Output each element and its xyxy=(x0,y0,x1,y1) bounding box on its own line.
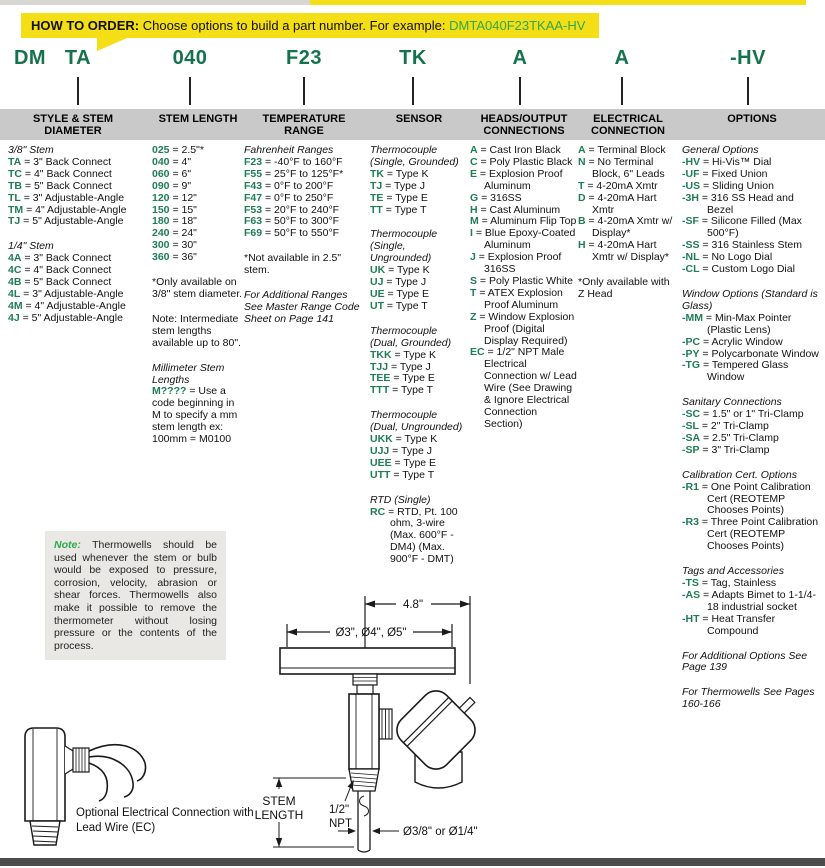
option-tee: TEE = Type E xyxy=(370,372,435,385)
part-code-tk: TK xyxy=(399,47,427,69)
dial-case xyxy=(280,648,455,674)
option-code: -MM xyxy=(682,311,703,324)
npt-label: 1/2" xyxy=(329,804,350,816)
option-code: -3H xyxy=(682,191,699,204)
option-code: UT xyxy=(370,299,384,312)
option-g: G = 316SS xyxy=(470,191,522,204)
connector-line xyxy=(621,77,623,105)
option-code: TM xyxy=(8,203,24,216)
option-4c: 4C = 4" Back Connect xyxy=(8,264,112,277)
option-f53: F53 = 20°F to 240°F xyxy=(244,203,340,216)
option-code: 150 xyxy=(152,203,170,216)
option-tt: TT = Type T xyxy=(370,203,427,216)
connector-line xyxy=(303,77,305,105)
option-code: -SA xyxy=(682,431,701,444)
note-label: Note: xyxy=(54,539,81,551)
option-code: UEE xyxy=(370,456,392,469)
stem-diameter-label: Ø3/8" or Ø1/4" xyxy=(403,826,478,838)
option-cl: -CL = Custom Logo Dial xyxy=(682,263,795,276)
option-code: 090 xyxy=(152,179,170,192)
option-tjj: TJJ = Type J xyxy=(370,360,431,373)
stem-length-label: STEM xyxy=(262,794,296,808)
part-code-a: A xyxy=(512,47,528,69)
top-strip-gray xyxy=(0,0,310,5)
option-code: F55 xyxy=(244,167,263,180)
option-code: F47 xyxy=(244,191,263,204)
option-f55: F55 = 25°F to 125°F* xyxy=(244,167,344,180)
option-code: M???? xyxy=(152,385,187,398)
option-m????: M???? = Use a code beginning in M to specify a mm stem length ex: 100mm = M0100 xyxy=(152,385,238,446)
group-heading: Sanitary Connections xyxy=(682,396,782,409)
option-f63: F63 = 50°F to 300°F xyxy=(244,215,340,228)
option-sa: -SA = 2.5" Tri-Clamp xyxy=(682,431,779,444)
option-tc: TC = 4" Back Connect xyxy=(8,167,112,180)
lead-wires xyxy=(89,745,146,801)
column-temperature-range xyxy=(244,145,364,326)
option-tl: TL = 3" Adjustable-Angle xyxy=(8,191,125,204)
option-code: 360 xyxy=(152,251,170,264)
option-b: B = 4-20mA Xmtr w/ Display* xyxy=(578,215,673,240)
option-code: TK xyxy=(370,167,384,180)
option-code: UK xyxy=(370,264,386,277)
option-code: A xyxy=(470,144,478,156)
option-te: TE = Type E xyxy=(370,191,428,204)
option-code: TL xyxy=(8,191,21,204)
option-z: Z = Window Explosion Proof (Digital Display Required) xyxy=(470,310,575,347)
option-code: N xyxy=(578,155,586,168)
option-utt: UTT = Type T xyxy=(370,468,435,481)
connector-line xyxy=(412,77,414,105)
option-code: I xyxy=(470,227,473,240)
option-code: E xyxy=(470,167,478,180)
option-code: UTT xyxy=(370,468,391,481)
option-code: TJ xyxy=(370,179,383,192)
option-040: 040 = 4" xyxy=(152,155,192,168)
option-code: 040 xyxy=(152,155,170,168)
option-code: -AS xyxy=(682,588,701,601)
option-120: 120 = 12" xyxy=(152,191,197,204)
column-options xyxy=(682,145,822,711)
option-ue: UE = Type E xyxy=(370,287,430,300)
option-300: 300 = 30" xyxy=(152,239,197,252)
option-090: 090 = 9" xyxy=(152,179,192,192)
option-tkk: TKK = Type K xyxy=(370,348,437,361)
option-code: -PY xyxy=(682,347,700,360)
option-code: -TS xyxy=(682,577,699,589)
thermometer-dimension-diagram xyxy=(250,582,535,859)
option-code: -UF xyxy=(682,167,700,180)
option-tj: TJ = Type J xyxy=(370,179,425,192)
option-code: TE xyxy=(370,191,384,204)
option-code: -SP xyxy=(682,443,700,456)
column-header-temperature-range: TEMPERATURE RANGE xyxy=(262,113,346,137)
group-heading: 1/4" Stem xyxy=(8,240,54,253)
option-code: 060 xyxy=(152,167,170,180)
group-heading: Thermocouple (Single, Grounded) xyxy=(370,144,459,168)
npt-label-2: NPT xyxy=(329,818,352,830)
option-4b: 4B = 5" Back Connect xyxy=(8,276,112,289)
column-stem-length xyxy=(152,145,244,446)
option-ss: -SS = 316 Stainless Stem xyxy=(682,239,802,252)
option-uee: UEE = Type E xyxy=(370,456,437,469)
option-ht: -HT = Heat Transfer Compound xyxy=(682,612,776,637)
note-text: *Only available on 3/8" stem diameter. xyxy=(152,276,243,300)
column-header-stem-length: STEM LENGTH xyxy=(158,113,238,125)
banner-text: Choose options to build a part number. For example: xyxy=(142,18,446,33)
group-heading: Thermocouple (Dual, Ungrounded) xyxy=(370,409,463,434)
option-code: T xyxy=(578,179,585,192)
option-uf: -UF = Fixed Union xyxy=(682,167,768,180)
option-code: J xyxy=(470,251,476,264)
option-code: 120 xyxy=(152,191,170,204)
option-code: -TG xyxy=(682,359,701,372)
option-code: H xyxy=(578,239,586,252)
option-code: -SC xyxy=(682,408,701,421)
option-tm: TM = 4" Adjustable-Angle xyxy=(8,203,127,216)
option-code: -SS xyxy=(682,239,700,252)
column-header-heads-output-connections: HEADS/OUTPUT CONNECTIONS xyxy=(480,113,568,137)
option-360: 360 = 36" xyxy=(152,251,197,264)
option-code: EC xyxy=(470,346,485,359)
group-heading: RTD (Single) xyxy=(370,493,431,506)
option-code: -NL xyxy=(682,251,700,264)
option-240: 240 = 24" xyxy=(152,227,197,240)
note-text: Note: Intermediate stem lengths available up to 80". xyxy=(152,312,241,349)
option-code: -HT xyxy=(682,612,700,625)
npt-threads xyxy=(349,769,379,791)
option-code: 180 xyxy=(152,215,170,228)
option-code: -SF xyxy=(682,215,699,228)
note-text: For Additional Options See Page 139 xyxy=(682,649,808,674)
part-code-dm: DM xyxy=(13,47,47,69)
option-py: -PY = Polycarbonate Window xyxy=(682,347,819,360)
option-code: TJ xyxy=(8,215,21,228)
option-3h: -3H = 316 SS Head and Bezel xyxy=(682,191,794,216)
option-h: H = 4-20mA Hart Xmtr w/ Display* xyxy=(578,239,670,264)
option-uj: UJ = Type J xyxy=(370,276,427,289)
option-code: -HV xyxy=(682,155,701,168)
option-4a: 4A = 3" Back Connect xyxy=(8,252,112,265)
option-uk: UK = Type K xyxy=(370,264,430,277)
group-heading: Fahrenheit Ranges xyxy=(244,144,334,156)
option-rc: RC = RTD, Pt. 100 ohm, 3-wire (Max. 600°F - DM4) (Max. 900°F - DMT) xyxy=(370,505,458,566)
option-code: UJ xyxy=(370,276,384,289)
option-j: J = Explosion Proof 316SS xyxy=(470,251,562,276)
part-code-f23: F23 xyxy=(286,47,322,69)
group-heading: Calibration Cert. Options xyxy=(682,468,797,481)
option-r3: -R3 = Three Point Calibration Cert (REOTEMP Chooses Points) xyxy=(682,516,819,553)
option-code: F23 xyxy=(244,155,263,168)
option-code: TT xyxy=(370,203,383,216)
option-ujj: UJJ = Type J xyxy=(370,444,432,457)
option-m: M = Aluminum Flip Top xyxy=(470,215,577,228)
option-hv: -HV = Hi-Vis™ Dial xyxy=(682,155,772,168)
option-code: 025 xyxy=(152,144,170,156)
group-heading: Tags and Accessories xyxy=(682,565,784,578)
option-nl: -NL = No Logo Dial xyxy=(682,251,773,264)
banner-example-part-number: DMTA040F23TKAA-HV xyxy=(449,18,586,33)
option-code: -R3 xyxy=(682,516,699,529)
option-i: I = Blue Epoxy-Coated Aluminum xyxy=(470,227,576,252)
option-t: T = 4-20mA Xmtr xyxy=(578,179,658,192)
option-f47: F47 = 0°F to 250°F xyxy=(244,191,334,204)
part-code-a: A xyxy=(614,47,630,69)
option-code: 4A xyxy=(8,252,22,265)
how-to-order-banner xyxy=(21,13,599,38)
option-sf: -SF = Silicone Filled (Max 500°F) xyxy=(682,215,802,240)
option-ukk: UKK = Type K xyxy=(370,433,438,446)
option-code: UKK xyxy=(370,433,393,446)
option-ttt: TTT = Type T xyxy=(370,384,433,397)
option-code: Z xyxy=(470,310,477,323)
option-code: F53 xyxy=(244,203,263,216)
connector-line xyxy=(77,77,79,105)
connector-line xyxy=(189,77,191,105)
column-header-options: OPTIONS xyxy=(727,113,777,125)
part-code-ta: TA xyxy=(64,47,92,69)
option-code: TJJ xyxy=(370,360,389,373)
connector-line xyxy=(519,77,521,105)
ec-caption: Optional Electrical Connection with Lead Wire (EC) xyxy=(76,807,254,834)
option-4l: 4L = 3" Adjustable-Angle xyxy=(8,287,124,300)
option-us: -US = Sliding Union xyxy=(682,179,774,192)
column-heads-output-connections xyxy=(470,145,578,431)
option-code: TTT xyxy=(370,384,390,397)
option-c: C = Poly Plastic Black xyxy=(470,155,573,168)
note-text: *Not available in 2.5" stem. xyxy=(244,252,342,277)
option-code: F63 xyxy=(244,215,263,228)
column-sensor xyxy=(370,145,468,566)
option-code: -CL xyxy=(682,263,700,276)
group-heading: Window Options (Standard is Glass) xyxy=(682,287,818,312)
option-code: T xyxy=(470,286,477,299)
option-code: TKK xyxy=(370,348,392,361)
option-ta: TA = 3" Back Connect xyxy=(8,155,112,168)
part-code-hv: -HV xyxy=(730,47,766,69)
option-code: H xyxy=(470,203,478,216)
option-code: S xyxy=(470,274,478,287)
option-code: A xyxy=(578,144,586,156)
option-e: E = Explosion Proof Aluminum xyxy=(470,167,563,192)
option-180: 180 = 18" xyxy=(152,215,197,228)
column-electrical-connection xyxy=(578,145,678,301)
option-code: -US xyxy=(682,179,701,192)
option-code: RC xyxy=(370,505,386,518)
note-text: *Only available with Z Head xyxy=(578,276,670,300)
part-code-040: 040 xyxy=(172,47,208,69)
group-heading: General Options xyxy=(682,144,759,156)
option-ut: UT = Type T xyxy=(370,299,428,312)
option-code: 300 xyxy=(152,239,170,252)
hex-body xyxy=(349,694,379,769)
option-r1: -R1 = One Point Calibration Cert (REOTEMP Chooses Points) xyxy=(682,480,811,517)
option-t: T = ATEX Explosion Proof Aluminum xyxy=(470,286,563,311)
option-code: F69 xyxy=(244,227,263,240)
option-code: G xyxy=(470,191,479,204)
option-ec: EC = 1/2" NPT Male Electrical Connection w/ Lead Wire (See Drawing & Ignore Electrical Connection Section) xyxy=(470,346,577,430)
option-tk: TK = Type K xyxy=(370,167,429,180)
column-header-sensor: SENSOR xyxy=(395,113,443,125)
option-pc: -PC = Acrylic Window xyxy=(682,335,783,348)
option-code: C xyxy=(470,155,478,168)
stem xyxy=(358,791,370,852)
option-code: -PC xyxy=(682,335,701,348)
option-code: TEE xyxy=(370,372,391,385)
overall-depth-dimension: 4.8" xyxy=(402,599,424,611)
option-4m: 4M = 4" Adjustable-Angle xyxy=(8,299,126,312)
option-code: 4C xyxy=(8,264,22,277)
option-a: A = Terminal Block xyxy=(578,144,666,156)
group-heading: Millimeter Stem Lengths xyxy=(152,361,225,386)
option-h: H = Cast Aluminum xyxy=(470,203,561,216)
column-style-stem-diameter xyxy=(8,145,138,325)
option-d: D = 4-20mA Hart Xmtr xyxy=(578,191,657,216)
option-f69: F69 = 50°F to 550°F xyxy=(244,227,340,240)
option-code: 4L xyxy=(8,287,21,300)
option-sl: -SL = 2" Tri-Clamp xyxy=(682,420,769,433)
option-n: N = No Terminal Block, 6" Leads xyxy=(578,155,665,180)
banner-pointer xyxy=(97,38,127,51)
option-tb: TB = 5" Back Connect xyxy=(8,179,112,192)
group-heading: Thermocouple (Dual, Grounded) xyxy=(370,324,452,349)
option-ts: -TS = Tag, Stainless xyxy=(682,577,777,589)
option-f23: F23 = -40°F to 160°F xyxy=(244,155,343,168)
option-025: 025 = 2.5"* xyxy=(152,144,204,156)
option-sp: -SP = 3" Tri-Clamp xyxy=(682,443,770,456)
option-as: -AS = Adapts Bimet to 1-1/4-18 industrial socket xyxy=(682,588,816,613)
group-heading: Thermocouple (Single, Ungrounded) xyxy=(370,228,438,265)
option-code: 4M xyxy=(8,299,23,312)
connection-head xyxy=(391,674,492,775)
option-code: TA xyxy=(8,155,22,168)
top-strip-yellow xyxy=(310,0,806,5)
option-code: TB xyxy=(8,179,22,192)
option-mm: -MM = Min-Max Pointer (Plastic Lens) xyxy=(682,311,792,336)
option-4j: 4J = 5" Adjustable-Angle xyxy=(8,311,123,324)
thermowell-note-box xyxy=(45,531,226,660)
connector-line xyxy=(747,77,749,105)
option-code: M xyxy=(470,215,479,228)
column-header-style-stem-diameter: STYLE & STEM DIAMETER xyxy=(32,113,114,137)
option-sc: -SC = 1.5" or 1" Tri-Clamp xyxy=(682,408,804,421)
column-header-electrical-connection: ELECTRICAL CONNECTION xyxy=(591,113,665,137)
option-code: TC xyxy=(8,167,22,180)
stem-length-label-2: LENGTH xyxy=(254,808,304,822)
option-code: 4B xyxy=(8,276,22,289)
option-tg: -TG = Tempered Glass Window xyxy=(682,359,789,384)
option-s: S = Poly Plastic White xyxy=(470,274,574,287)
option-code: F43 xyxy=(244,179,263,192)
option-code: 4J xyxy=(8,311,20,324)
column-header-bar xyxy=(0,109,825,140)
option-code: B xyxy=(578,215,586,228)
option-code: UE xyxy=(370,287,385,300)
bottom-page-bar xyxy=(0,858,825,866)
option-code: 240 xyxy=(152,227,170,240)
option-code: D xyxy=(578,191,586,204)
dial-diameters-dimension: Ø3", Ø4", Ø5" xyxy=(335,627,407,639)
group-heading: 3/8" Stem xyxy=(8,144,54,156)
note-text: For Thermowells See Pages 160-166 xyxy=(682,686,815,711)
option-code: -R1 xyxy=(682,480,699,493)
option-f43: F43 = 0°F to 200°F xyxy=(244,179,334,192)
note-text: For Additional Ranges See Master Range Code Sheet on Page 141 xyxy=(244,289,360,325)
option-code: UJJ xyxy=(370,444,390,457)
option-150: 150 = 15" xyxy=(152,203,197,216)
option-a: A = Cast Iron Black xyxy=(470,144,561,156)
option-code: -SL xyxy=(682,420,699,433)
option-tj: TJ = 5" Adjustable-Angle xyxy=(8,215,124,228)
banner-title: HOW TO ORDER: xyxy=(31,18,140,33)
option-060: 060 = 6" xyxy=(152,167,192,180)
note-text: Thermowells should be used whenever the stem or bulb would be exposed to pressure, corrosion, velocity, abrasion or shear forces. Thermowells also make it possible to remove the thermometer without losing pressure or the contents of the process. xyxy=(54,539,217,652)
